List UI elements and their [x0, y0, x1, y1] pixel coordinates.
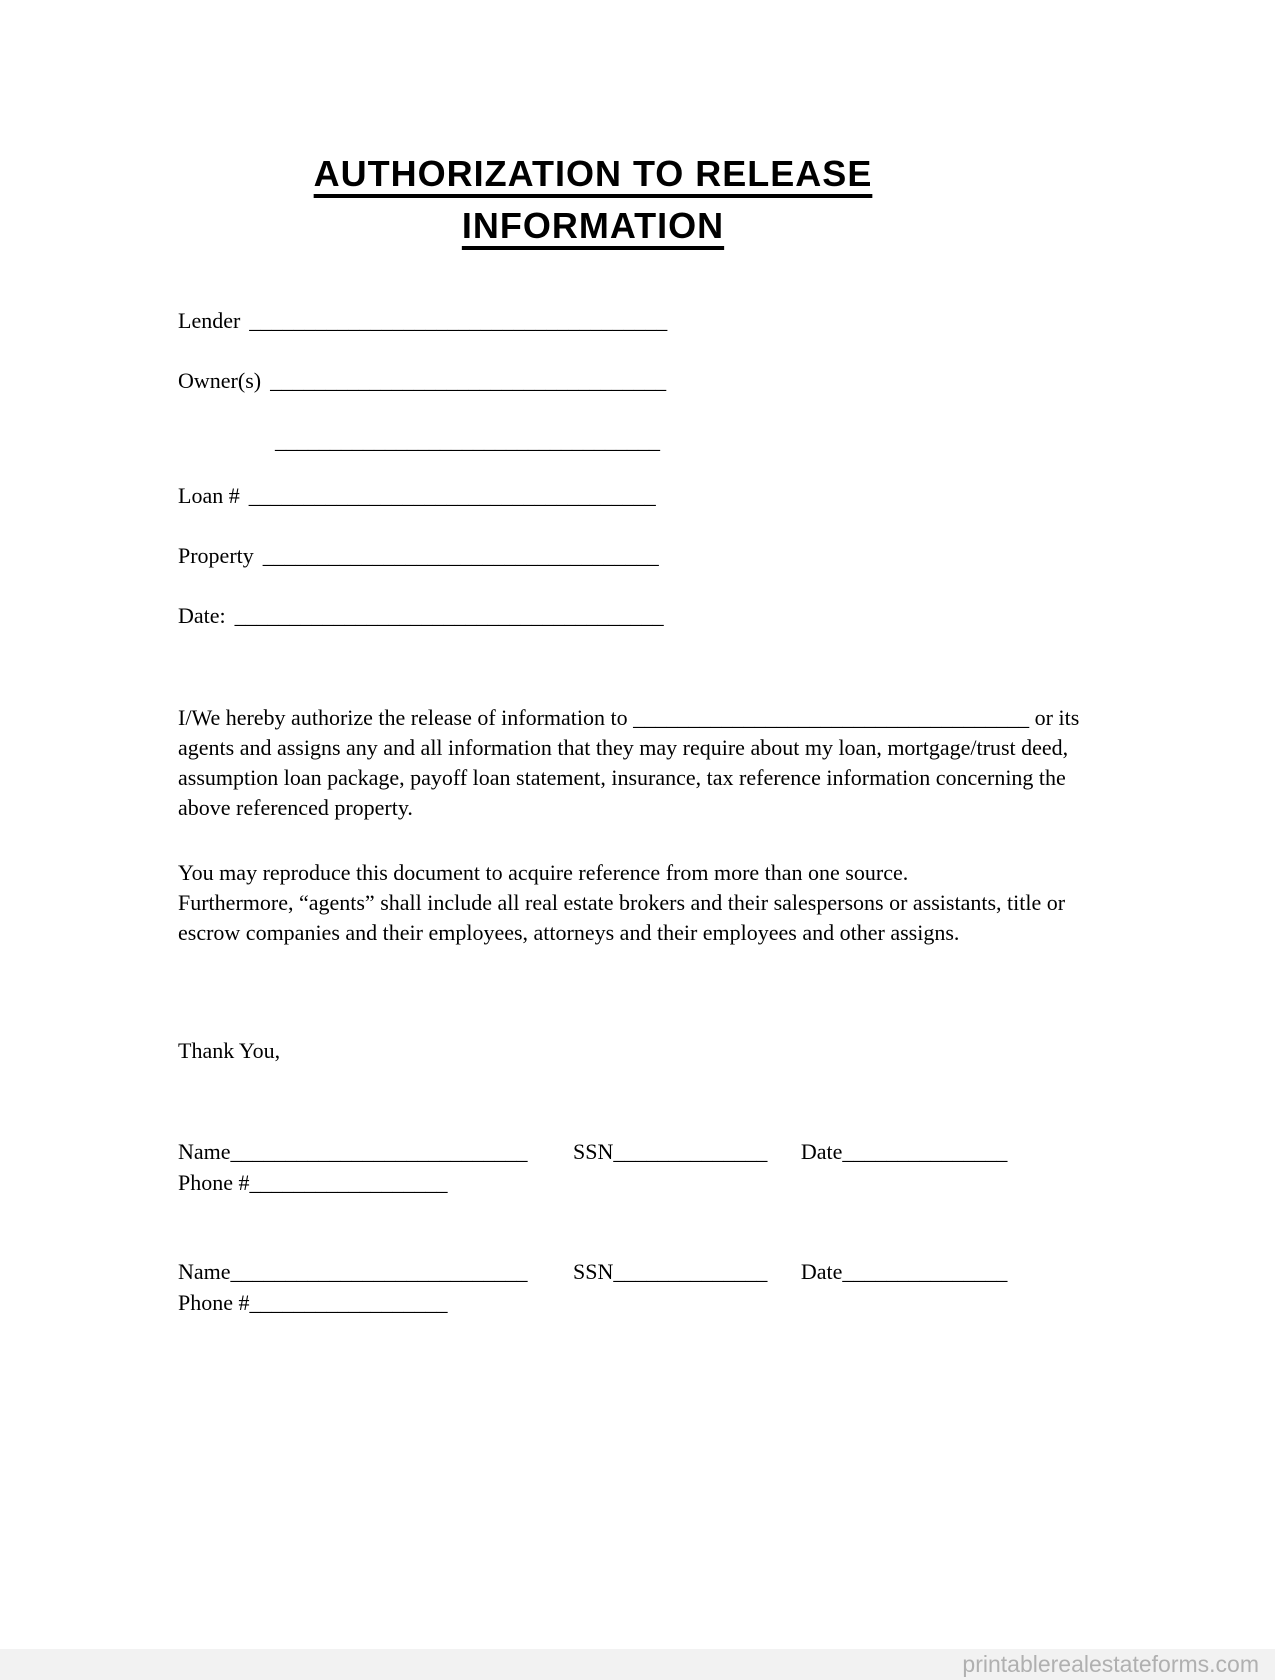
date-blank-line: _______________	[842, 1139, 1008, 1164]
field-list	[178, 308, 1108, 628]
ssn-field-2	[573, 1259, 767, 1284]
loan-number-blank-line: _____________________________________	[248, 483, 656, 508]
date-blank-line: _______________________________________	[234, 603, 664, 628]
signature-row-1	[178, 1136, 1108, 1167]
owners-continuation-blank-line: ___________________________________	[275, 428, 660, 453]
field-loan-number	[178, 483, 1108, 508]
release-to-blank-line: ____________________________________	[633, 705, 1030, 730]
reproduction-paragraph	[178, 858, 1108, 948]
ssn-field-1	[573, 1139, 767, 1164]
lender-blank-line: ______________________________________	[249, 308, 668, 333]
phone-label: Phone #	[178, 1290, 250, 1315]
reproduction-text-line1: You may reproduce this document to acquire reference from more than one source.	[178, 860, 909, 885]
field-property	[178, 543, 1108, 568]
property-blank-line: ____________________________________	[262, 543, 659, 568]
phone-row-1	[178, 1167, 1108, 1198]
document-title	[178, 148, 1008, 252]
authorization-paragraph	[178, 703, 1108, 823]
name-blank-line: ___________________________	[230, 1139, 528, 1164]
signature-row-2	[178, 1256, 1108, 1287]
name-label: Name	[178, 1259, 231, 1284]
field-owners	[178, 368, 1108, 393]
phone-row-2	[178, 1287, 1108, 1318]
ssn-blank-line: ______________	[613, 1259, 768, 1284]
watermark-text: printablerealestateforms.com	[962, 1651, 1259, 1677]
name-field-1	[178, 1139, 528, 1164]
document-title-line2: INFORMATION	[461, 205, 725, 246]
date-blank-line: _______________	[842, 1259, 1008, 1284]
name-blank-line: ___________________________	[230, 1259, 528, 1284]
ssn-blank-line: ______________	[613, 1139, 768, 1164]
owners-label: Owner(s)	[178, 368, 262, 393]
name-field-2	[178, 1259, 528, 1284]
signature-block-2	[178, 1256, 1108, 1318]
date-field-2	[801, 1259, 1008, 1284]
reproduction-text-rest: Furthermore, “agents” shall include all real estate brokers and their salespersons or assistants, title or escrow companies and their employees, attorneys and their employees and other assigns.	[178, 890, 1066, 945]
phone-blank-line: __________________	[249, 1290, 448, 1315]
lender-label: Lender	[178, 308, 241, 333]
date-label: Date	[800, 1259, 843, 1284]
loan-number-label: Loan #	[178, 483, 240, 508]
phone-field-2	[178, 1290, 448, 1315]
phone-field-1	[178, 1170, 448, 1195]
name-label: Name	[178, 1139, 231, 1164]
date-field-1	[801, 1139, 1008, 1164]
authorization-text-after-blank: or its agents and assigns any and all information that they may require about my loan, mortgage/trust deed, assumption loan package, payoff loan statement, insurance, tax reference information concerning the above referenced property.	[178, 705, 1080, 820]
property-label: Property	[178, 543, 254, 568]
ssn-label: SSN	[573, 1259, 614, 1284]
field-lender	[178, 308, 1108, 333]
closing-text: Thank You,	[178, 1038, 281, 1063]
date-label: Date	[800, 1139, 843, 1164]
phone-label: Phone #	[178, 1170, 250, 1195]
authorization-text-before-blank: I/We hereby authorize the release of information to	[178, 705, 628, 730]
footer-watermark-bar	[0, 1649, 1275, 1680]
date-label: Date:	[178, 603, 226, 628]
field-date	[178, 603, 1108, 628]
field-owners-continuation	[178, 428, 1108, 453]
owners-blank-line: ____________________________________	[270, 368, 667, 393]
document-title-line1: AUTHORIZATION TO RELEASE	[313, 153, 873, 194]
phone-blank-line: __________________	[249, 1170, 448, 1195]
ssn-label: SSN	[573, 1139, 614, 1164]
signature-block-1	[178, 1136, 1108, 1198]
